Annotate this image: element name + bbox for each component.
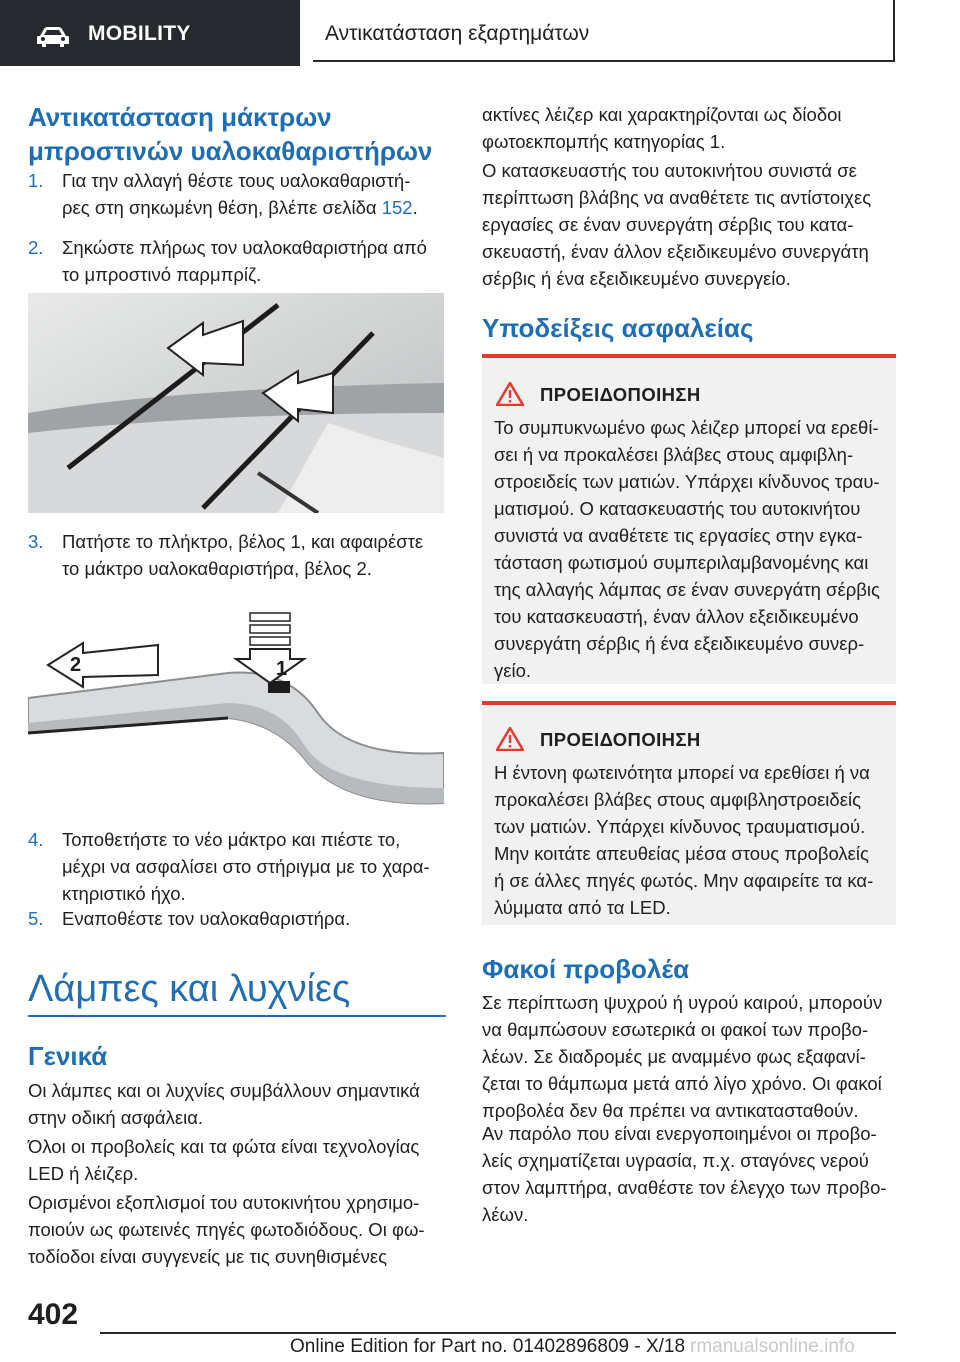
- text-line: του κατασκευαστή, έναν άλλον εξειδικευμένο: [494, 606, 859, 627]
- footer-divider: [100, 1332, 896, 1334]
- text-line: Μην κοιτάτε απευθείας μέσα στους προβολείς: [494, 843, 869, 864]
- text-line: Ο κατασκευαστής του αυτοκινήτου συνιστά σε: [482, 160, 857, 181]
- step-text: ρες στη σηκωμένη θέση, βλέπε σελίδα: [62, 197, 382, 218]
- text-line: ζεται το θάμπωμα μετά από λίγο χρόνο. Οι φακοί: [482, 1073, 882, 1094]
- step-text: Τοποθετήστε το νέο μάκτρο και πιέστε το,: [62, 829, 401, 850]
- text-line: να θαμπώσουν εσωτερικά οι φακοί των προβο-: [482, 1019, 869, 1040]
- text-line: Αν παρόλο που είναι ενεργοποιημένοι οι προβο-: [482, 1123, 877, 1144]
- step-5: [28, 905, 446, 935]
- text-line: συνιστά να αναθέτετε τις εργασίες στην εγκα-: [494, 525, 863, 546]
- warning-triangle-icon: [496, 727, 524, 751]
- wiper-title-line2: μπροστινών υαλοκαθαριστήρων: [28, 136, 433, 166]
- arrow-label-2: 2: [70, 654, 82, 676]
- step-text: Εναποθέστε τον υαλοκαθαριστήρα.: [62, 908, 351, 929]
- page-link[interactable]: 152: [381, 197, 413, 218]
- wiper-release-illustration: [28, 603, 444, 813]
- text-line: LED ή λέιζερ.: [28, 1163, 139, 1184]
- text-line: Όλοι οι προβολείς και τα φώτα είναι τεχνολογίας: [28, 1136, 420, 1157]
- safety-title: Υποδείξεις ασφαλείας: [482, 313, 754, 343]
- step-text: Σηκώστε πλήρως τον υαλοκαθαριστήρα από: [62, 237, 427, 258]
- section-title: Αντικατάσταση εξαρτημάτων: [325, 22, 590, 45]
- general-title: Γενικά: [28, 1041, 108, 1071]
- edition-text: Online Edition for Part no. 01402896809 - X/18: [290, 1336, 686, 1357]
- step-text: μέχρι να ασφαλίσει στο στήριγμα με το χαρα-: [62, 856, 430, 877]
- step-text: [62, 194, 418, 221]
- text-line: Το συμπυκνωμένο φως λέιζερ μπορεί να ερεθί-: [494, 417, 879, 438]
- mobility-label: MOBILITY: [88, 22, 191, 45]
- step-text: το μάκτρο υαλοκαθαριστήρα, βέλος 2.: [62, 558, 372, 579]
- warning-text: [494, 759, 889, 921]
- text-line: τοδίοδοι είναι συγγενείς με τις συνηθισμένες: [28, 1246, 388, 1267]
- text-line: περίπτωση βλάβης να αναθέτετε τις αντίστοιχες: [482, 187, 872, 208]
- chapter-divider: [28, 1015, 446, 1017]
- text-line: στροειδείς των ματιών. Υπάρχει κίνδυνος τραυ-: [494, 471, 880, 492]
- warning-triangle-icon: [496, 382, 524, 406]
- text-line: συνεργάτη σέρβις ή ένα εξειδικευμένο συνερ-: [494, 633, 865, 654]
- windshield-wiper-illustration: [28, 293, 444, 513]
- text-line: φωτοεκπομπής κατηγορίας 1.: [482, 131, 726, 152]
- warning-text: [494, 414, 889, 684]
- warning-title: ΠΡΟΕΙΔΟΠΟΙΗΣΗ: [540, 729, 701, 750]
- step-text: Για την αλλαγή θέστε τους υαλοκαθαριστή-: [62, 170, 411, 191]
- step-1: [28, 167, 446, 227]
- step-number: 5.: [28, 908, 44, 929]
- text-line: λείς σχηματίζεται υγρασία, π.χ. σταγόνες νερού: [482, 1150, 869, 1171]
- warning-box-2: [482, 701, 896, 925]
- text-line: προβολέα δεν θα πρέπει να αντικατασταθούν.: [482, 1100, 859, 1121]
- text-line: προκαλέσει βλάβες στους αμφιβληστροειδείς: [494, 789, 861, 810]
- mobility-tab[interactable]: [0, 0, 300, 66]
- text-line: σκευαστή, έναν άλλον εξειδικευμένο συνεργάτη: [482, 241, 869, 262]
- warning-title: ΠΡΟΕΙΔΟΠΟΙΗΣΗ: [540, 384, 701, 405]
- text-line: στον λαμπτήρα, αναθέστε τον έλεγχο των προβο-: [482, 1177, 887, 1198]
- text-line: των ματιών. Υπάρχει κίνδυνος τραυματισμού.: [494, 816, 866, 837]
- text-line: ποιούν ως φωτεινές πηγές φωτοδιόδους. Οι φω-: [28, 1219, 425, 1240]
- lens-title: Φακοί προβολέα: [482, 954, 690, 984]
- text-line: Ορισμένοι εξοπλισμοί του αυτοκινήτου χρησιμο-: [28, 1192, 420, 1213]
- step-text: .: [412, 197, 418, 218]
- text-line: στην οδική ασφάλεια.: [28, 1107, 204, 1128]
- text-line: εργασίες σε έναν συνεργάτη σέρβις του κατα-: [482, 214, 854, 235]
- step-number: 1.: [28, 170, 44, 191]
- text-line: Οι λάμπες και οι λυχνίες συμβάλλουν σημαντικά: [28, 1080, 420, 1101]
- step-number: 3.: [28, 531, 44, 552]
- arrow-label-1: 1: [276, 658, 288, 680]
- text-line: λέων.: [482, 1204, 529, 1225]
- step-text: το μπροστινό παρμπρίζ.: [62, 264, 262, 285]
- text-line: τάσταση φωτισμού συμπεριλαμβανομένης και: [494, 552, 869, 573]
- text-line: της αλλαγής λάμπας σε έναν συνεργάτη σέρβις: [494, 579, 880, 600]
- step-number: 4.: [28, 829, 44, 850]
- text-line: λέων. Σε διαδρομές με αναμμένο φως εξαφανί-: [482, 1046, 866, 1067]
- page-number: 402: [28, 1298, 79, 1331]
- step-2: [28, 234, 446, 294]
- warning-box-1: [482, 354, 896, 684]
- text-line: ή σε άλλες πηγές φωτός. Μην αφαιρείτε τα κα-: [494, 870, 874, 891]
- wiper-title: [28, 100, 458, 168]
- lamps-title: Λάμπες και λυχνίες: [28, 968, 351, 1010]
- section-tab: [313, 0, 895, 62]
- step-text: κτηριστικό ήχο.: [62, 883, 186, 904]
- page-header: [0, 0, 960, 66]
- text-line: ματισμού. Ο κατασκευαστής του αυτοκινήτου: [494, 498, 861, 519]
- step-4: [28, 826, 446, 910]
- car-icon: [36, 26, 70, 48]
- watermark-text: rmanualsonline.info: [690, 1336, 855, 1357]
- step-3: [28, 528, 446, 588]
- text-line: σει ή να προκαλέσει βλάβες στους αμφιβλη-: [494, 444, 854, 465]
- text-line: γείο.: [494, 660, 532, 681]
- step-number: 2.: [28, 237, 44, 258]
- text-line: λύμματα από τα LED.: [494, 897, 671, 918]
- text-line: Σε περίπτωση ψυχρού ή υγρού καιρού, μπορούν: [482, 992, 883, 1013]
- text-line: σέρβις ή ένα εξειδικευμένο συνεργείο.: [482, 268, 791, 289]
- text-line: Η έντονη φωτεινότητα μπορεί να ερεθίσει ή να: [494, 762, 870, 783]
- wiper-title-line1: Αντικατάσταση μάκτρων: [28, 102, 332, 132]
- text-line: ακτίνες λέιζερ και χαρακτηρίζονται ως δίοδοι: [482, 104, 842, 125]
- step-text: Πατήστε το πλήκτρο, βέλος 1, και αφαιρέστε: [62, 531, 424, 552]
